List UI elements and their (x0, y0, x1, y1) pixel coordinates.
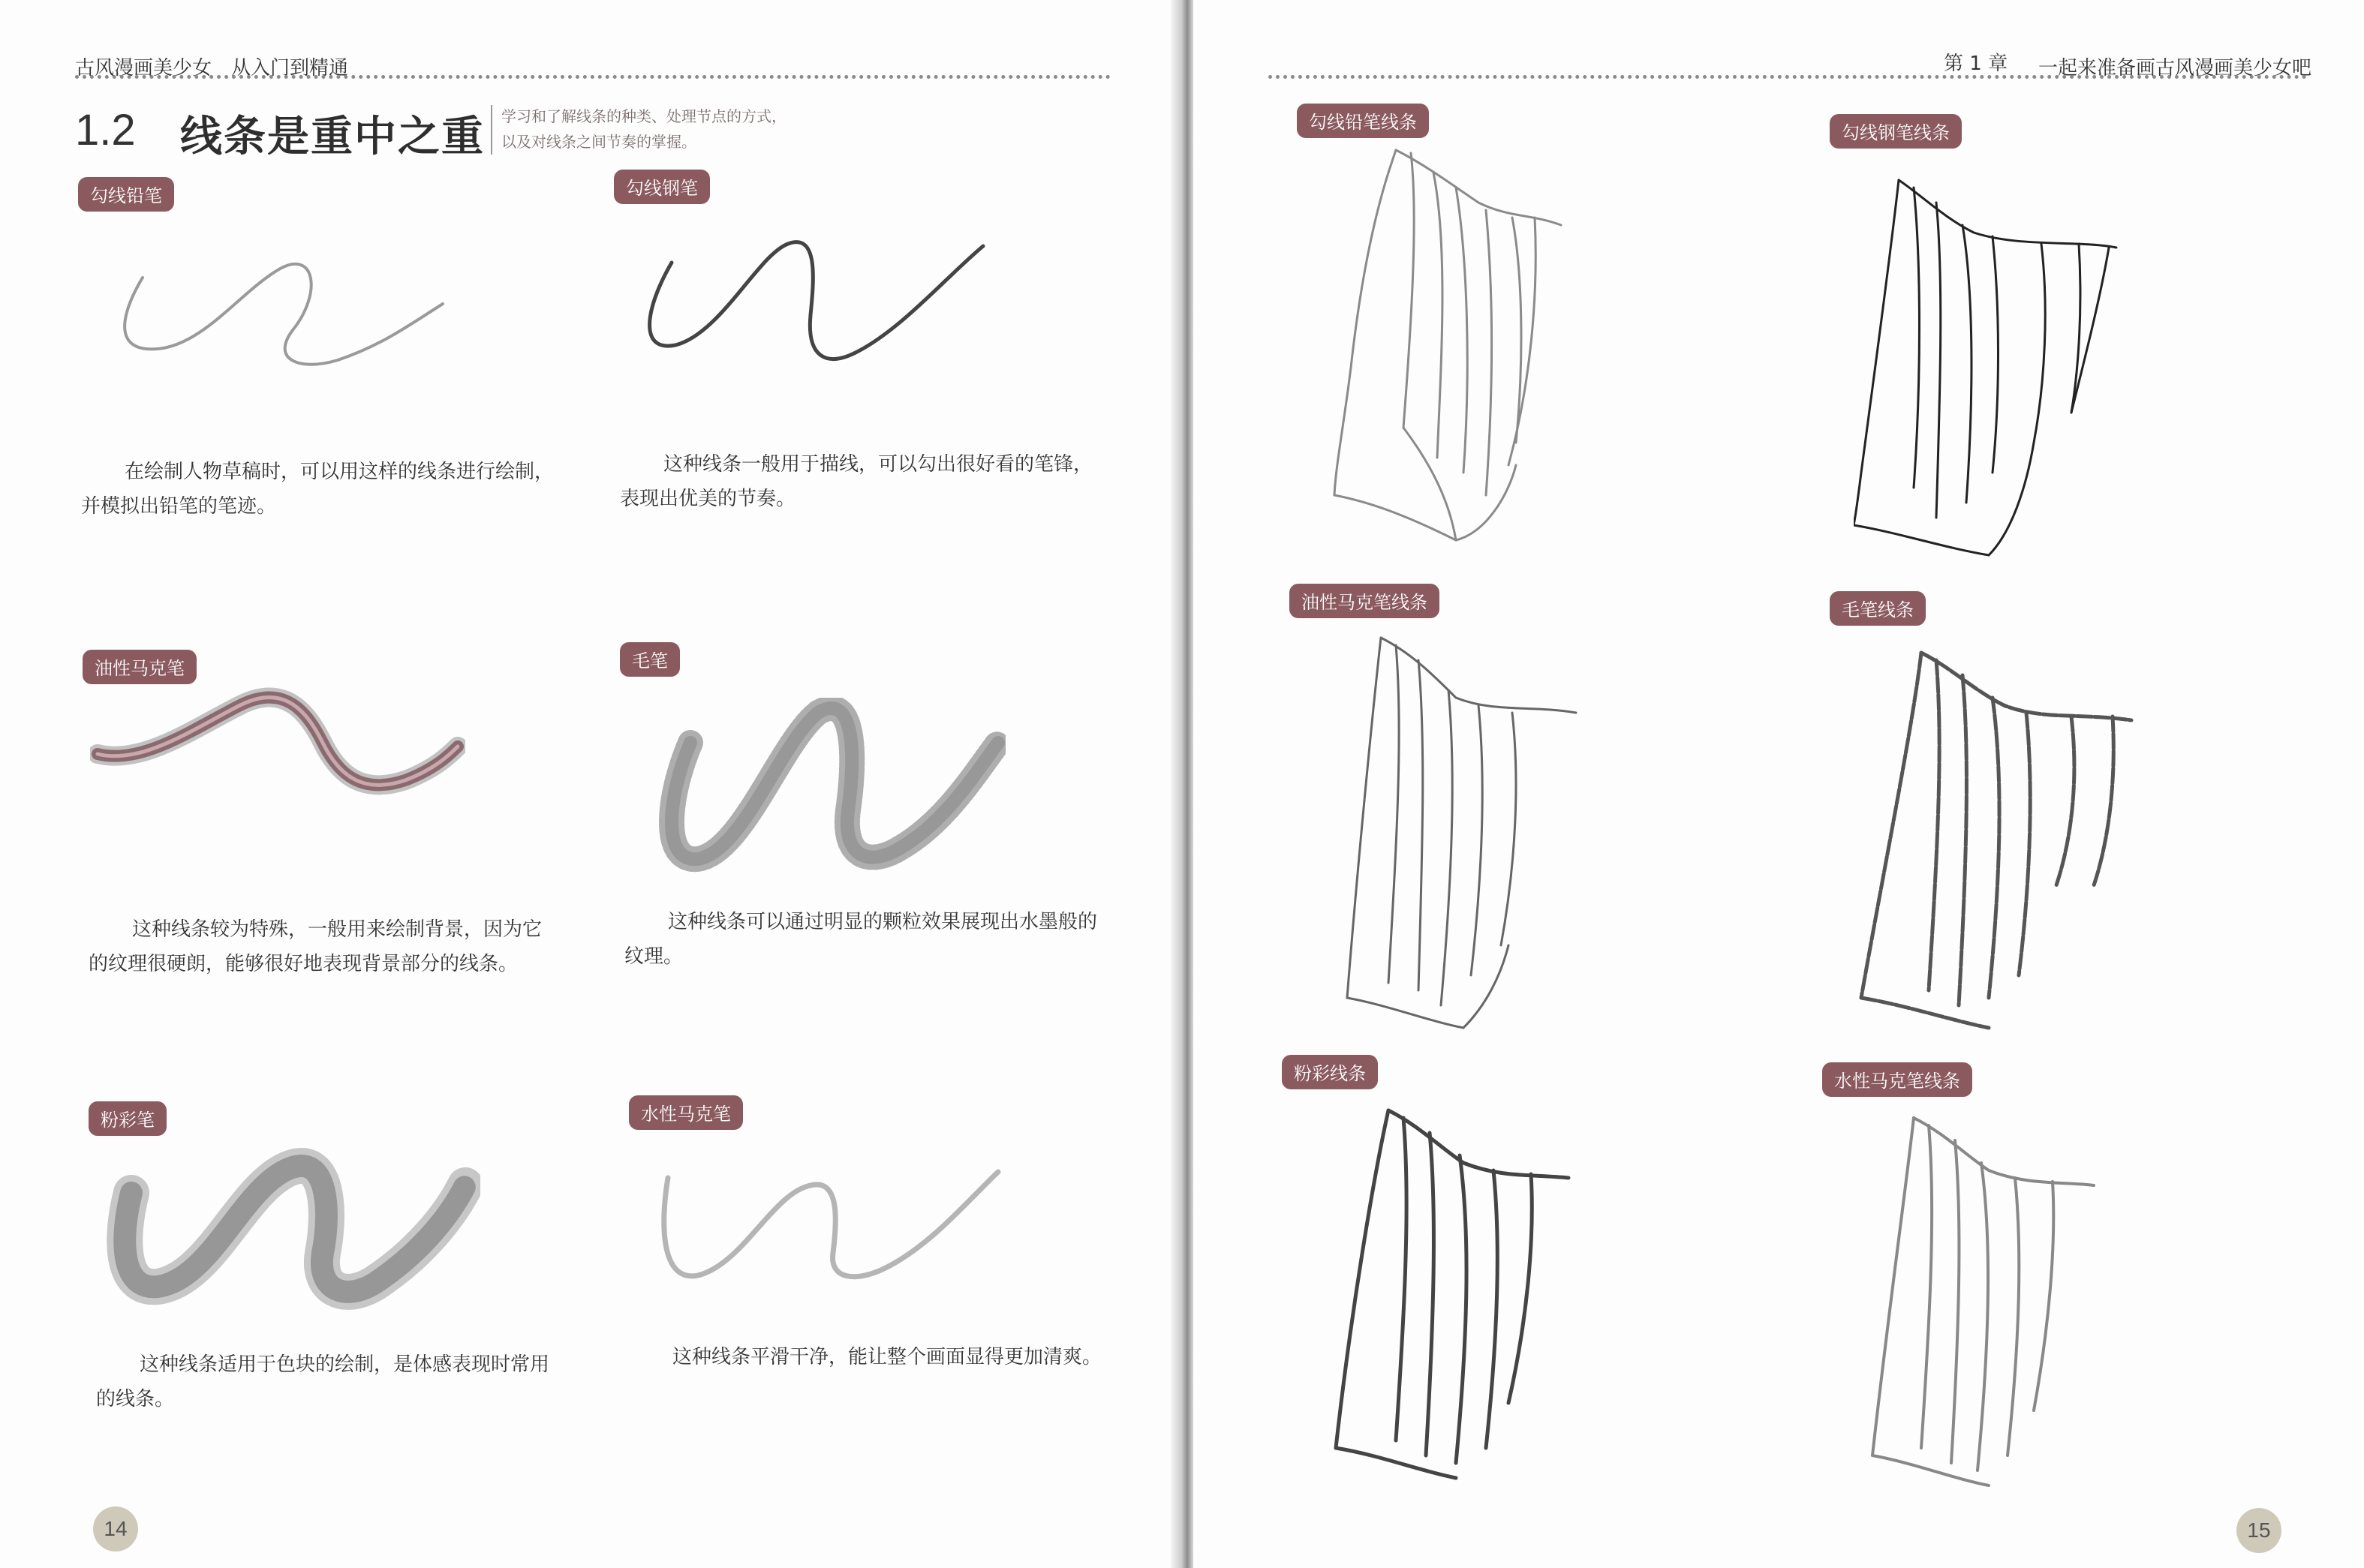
pen-stroke-sample (630, 233, 998, 375)
drape-pencil-drawing (1306, 143, 1591, 548)
header-divider-left (75, 75, 1111, 79)
page-number-right: 15 (2236, 1508, 2281, 1553)
tag-pencil: 勾线铅笔 (78, 177, 174, 212)
brush-stroke-sample (645, 698, 1006, 885)
desc-pencil: 在绘制人物草稿时，可以用这样的线条进行绘制，并模拟出铅笔的笔迹。 (81, 461, 555, 518)
drape-tag-pencil: 勾线铅笔线条 (1297, 104, 1429, 138)
desc-brush: 这种线条可以通过明显的颗粒效果展现出水墨般的纹理。 (624, 911, 1098, 968)
drape-tag-oily-marker: 油性马克笔线条 (1289, 584, 1439, 618)
pastel-stroke-sample (105, 1148, 480, 1313)
running-head-chapter: 第 1 章 (1944, 53, 2008, 75)
tag-pen: 勾线钢笔 (614, 170, 710, 204)
page-number-left: 14 (93, 1506, 138, 1551)
header-divider-right (1268, 75, 2307, 79)
tag-oily-marker: 油性马克笔 (83, 650, 197, 684)
tag-water-marker: 水性马克笔 (629, 1095, 743, 1130)
drape-water-marker-drawing (1869, 1110, 2109, 1500)
drape-tag-pastel: 粉彩线条 (1282, 1055, 1378, 1089)
tag-pastel: 粉彩笔 (89, 1101, 167, 1136)
drape-pen-drawing (1854, 173, 2139, 563)
drape-oily-marker-drawing (1343, 630, 1591, 1035)
water-marker-stroke-sample (653, 1155, 1013, 1290)
desc-oily-marker: 这种线条较为特殊，一般用来绘制背景，因为它的纹理很硬朗，能够很好地表现背景部分的线条。 (89, 918, 543, 975)
tag-brush: 毛笔 (620, 642, 680, 677)
drape-tag-water-marker: 水性马克笔线条 (1822, 1062, 1972, 1097)
right-page (1193, 0, 2364, 1568)
pencil-stroke-sample (113, 248, 458, 383)
drape-brush-drawing (1854, 645, 2139, 1035)
section-title: 线条是重中之重 (180, 113, 485, 161)
drape-pastel-drawing (1328, 1103, 1584, 1493)
desc-pastel: 这种线条适用于色块的绘制，是体感表现时常用的线条。 (96, 1353, 550, 1410)
running-head-right: 一起来准备画古风漫画美少女吧 (2038, 57, 2312, 80)
running-head-left: 古风漫画美少女 从入门到精通 (75, 57, 349, 80)
drape-tag-brush: 毛笔线条 (1830, 591, 1926, 626)
title-separator (491, 105, 492, 155)
oily-marker-stroke-sample (90, 683, 465, 818)
section-number: 1.2 (75, 106, 136, 155)
section-subtitle: 学习和了解线条的种类、处理节点的方式， 以及对线条之间节奏的掌握。 (501, 107, 786, 151)
desc-water-marker: 这种线条平滑干净，能让整个画面显得更加清爽。 (672, 1346, 1102, 1368)
left-page (0, 0, 1180, 1568)
drape-tag-pen: 勾线钢笔线条 (1830, 114, 1962, 149)
desc-pen: 这种线条一般用于描线，可以勾出很好看的笔锋，表现出优美的节奏。 (620, 453, 1093, 510)
